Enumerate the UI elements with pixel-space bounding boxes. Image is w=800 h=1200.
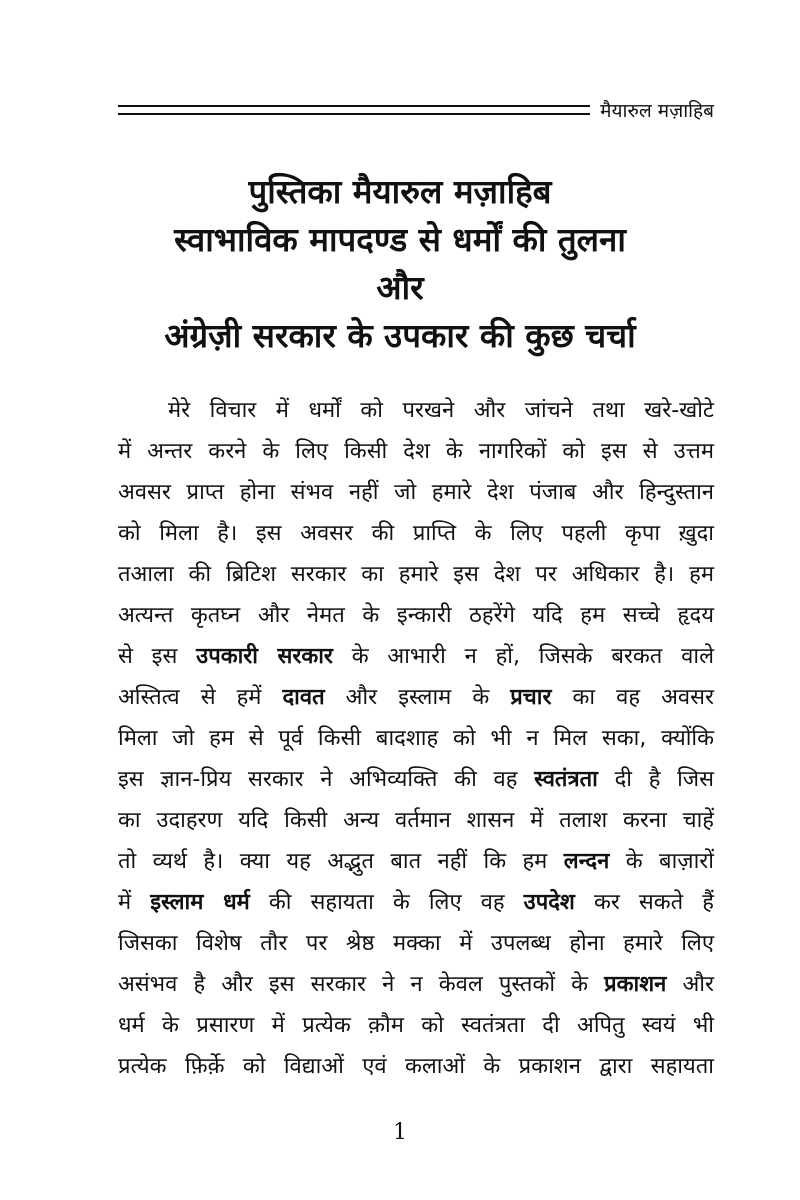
text-run: प्रत्येक फ़िर्क़े को विद्याओं एवं कलाओं के प्रकाशन द्वारा सहायता xyxy=(118,1054,714,1079)
text-run: धर्म के प्रसारण में प्रत्येक क़ौम को स्वतंत्रता दी अपितु स्वयं भी xyxy=(118,1013,714,1038)
running-title: मैयारुल मज़ाहिब xyxy=(600,100,714,122)
title-line: और xyxy=(376,268,424,307)
text-run: कर सकते हैं xyxy=(574,890,714,915)
title-line: स्वाभाविक मापदण्ड से धर्मों की तुलना xyxy=(174,220,626,259)
text-run: अत्यन्त कृतघ्न और नेमत के इन्कारी ठहरेंगे यदि हम सच्चे हृदय xyxy=(118,603,714,628)
text-run: का उदाहरण यदि किसी अन्य वर्तमान शासन में तलाश करना चाहें xyxy=(118,808,714,833)
body-line xyxy=(118,718,714,759)
text-run: और इस्लाम के xyxy=(324,685,511,710)
text-run: तो व्यर्थ है। क्या यह अद्भुत बात नहीं कि हम xyxy=(118,849,564,874)
body-line xyxy=(118,923,714,964)
chapter-title xyxy=(80,168,720,360)
text-run: मिला जो हम से पूर्व किसी बादशाह को भी न मिल सका, क्योंकि xyxy=(118,726,714,751)
text-run: अवसर प्राप्त होना संभव नहीं जो हमारे देश पंजाब और हिन्दुस्तान xyxy=(118,480,714,505)
bold-term: इस्लाम धर्म xyxy=(150,890,250,915)
body-line xyxy=(118,1005,714,1046)
running-header xyxy=(118,88,714,132)
text-run: जिसका विशेष तौर पर श्रेष्ठ मक्का में उपलब्ध होना हमारे लिए xyxy=(118,931,714,956)
text-run: की सहायता के लिए वह xyxy=(249,890,524,915)
text-run: दी है जिस xyxy=(597,767,714,792)
text-run: इस ज्ञान-प्रिय सरकार ने अभिव्यक्ति की वह xyxy=(118,767,535,792)
body-paragraph xyxy=(118,390,714,1087)
bold-term: लन्दन xyxy=(563,849,610,874)
text-run: मेरे विचार में धर्मों को परखने और जांचने तथा खरे-खोटे xyxy=(168,398,714,423)
text-run: और xyxy=(666,972,714,997)
text-run: से इस xyxy=(118,644,197,669)
body-line xyxy=(118,800,714,841)
bold-term: प्रचार xyxy=(510,685,552,710)
page-number: 1 xyxy=(393,1120,407,1145)
header-double-rule xyxy=(118,105,590,115)
body-line xyxy=(118,841,714,882)
text-run: के बाज़ारों xyxy=(609,849,714,874)
text-run: में xyxy=(118,890,151,915)
body-line xyxy=(118,390,714,431)
body-line xyxy=(118,882,714,923)
body-line xyxy=(118,554,714,595)
text-run: को मिला है। इस अवसर की प्राप्ति के लिए पहली कृपा ख़ुदा xyxy=(118,521,714,546)
body-line xyxy=(118,431,714,472)
bold-term: स्वतंत्रता xyxy=(534,767,598,792)
bold-term: उपदेश xyxy=(523,890,575,915)
text-run: तआला की ब्रिटिश सरकार का हमारे इस देश पर अधिकार है। हम xyxy=(118,562,714,587)
body-line xyxy=(118,595,714,636)
text-run: असंभव है और इस सरकार ने न केवल पुस्तकों के xyxy=(118,972,605,997)
bold-term: उपकारी सरकार xyxy=(196,644,333,669)
body-line xyxy=(118,1046,714,1087)
text-run: के आभारी न हों, जिसके बरकत वाले xyxy=(332,644,714,669)
body-line xyxy=(118,964,714,1005)
title-line: अंग्रेज़ी सरकार के उपकार की कुछ चर्चा xyxy=(164,316,636,355)
body-line xyxy=(118,636,714,677)
body-line xyxy=(118,513,714,554)
body-line xyxy=(118,677,714,718)
body-line xyxy=(118,472,714,513)
bold-term: दावत xyxy=(282,685,325,710)
text-run: में अन्तर करने के लिए किसी देश के नागरिकों को इस से उत्तम xyxy=(118,439,714,464)
body-line xyxy=(118,759,714,800)
bold-term: प्रकाशन xyxy=(604,972,667,997)
text-run: अस्तित्व से हमें xyxy=(118,685,283,710)
text-run: का वह अवसर xyxy=(551,685,714,710)
title-line: पुस्तिका मैयारुल मज़ाहिब xyxy=(248,172,552,211)
